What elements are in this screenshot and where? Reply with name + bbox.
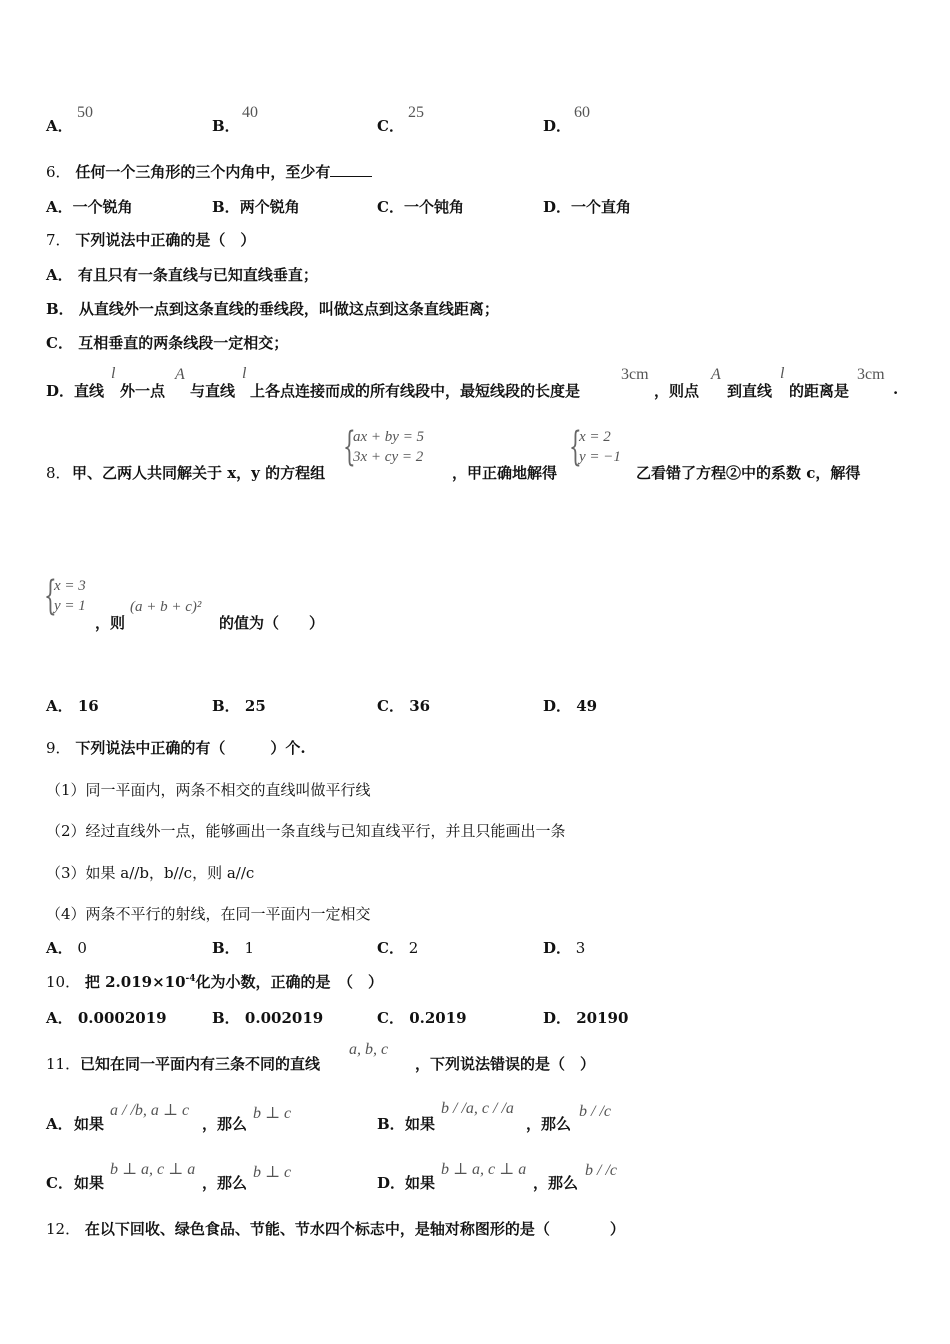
- q10-number: 10．: [46, 973, 81, 991]
- option-text: 0.0002019: [77, 1009, 167, 1027]
- option-text: 一个钝角: [403, 198, 464, 216]
- q8-option-c: [377, 695, 430, 716]
- q6-stem: 任何一个三角形的三个内角中，至少有: [75, 163, 331, 181]
- option-letter: C．: [46, 1174, 73, 1192]
- option-text: 2: [408, 939, 419, 957]
- q12-stem-line: [46, 1218, 625, 1239]
- option-text: 0.2019: [409, 1009, 467, 1027]
- option-letter: C．: [377, 697, 404, 715]
- q10-option-d: [543, 1007, 628, 1028]
- q6-stem-line: [46, 161, 372, 182]
- q10-option-a: [46, 1007, 167, 1028]
- option-then: ，那么: [526, 1115, 572, 1133]
- option-text: 1: [244, 939, 255, 957]
- q6-number: 6．: [46, 163, 71, 181]
- option-text: 36: [409, 697, 431, 715]
- q6-option-a: [46, 196, 133, 217]
- option-letter: D．: [543, 939, 572, 957]
- option-condition: b / /a, c / /a: [441, 1100, 514, 1117]
- option-letter: A．: [46, 939, 73, 957]
- q8-number: 8．: [46, 464, 71, 482]
- option-letter: B．: [212, 697, 240, 715]
- option-text: 20190: [576, 1009, 629, 1027]
- q9-stem-line: [46, 737, 306, 758]
- option-letter: D．: [377, 1174, 406, 1192]
- q10-option-b: [212, 1007, 323, 1028]
- option-letter: A．: [46, 198, 73, 216]
- option-letter: B．: [212, 198, 240, 216]
- option-conclusion: b ⊥ c: [253, 1164, 292, 1181]
- q6-option-b: [212, 196, 300, 217]
- option-letter: A．: [46, 1115, 73, 1133]
- q6-option-d: [543, 196, 631, 217]
- brace-icon: {: [44, 573, 57, 619]
- q7d-var-l-3: l: [780, 365, 785, 382]
- option-text: 一个直角: [571, 198, 632, 216]
- q8-stem-part-5: 的值为（ ）: [219, 614, 325, 632]
- option-text: 0: [77, 939, 87, 957]
- q12-stem: 在以下回收、绿色食品、节能、节水四个标志中，是轴对称图形的是（ ）: [84, 1220, 625, 1238]
- q8-stem-part-1: 甲、乙两人共同解关于 x，y 的方程组: [72, 464, 326, 482]
- option-text: 一个锐角: [72, 198, 133, 216]
- q5-option-c-value: 25: [408, 104, 424, 121]
- q11-number: 11．: [46, 1055, 81, 1073]
- q5-option-c-letter: C．: [377, 117, 404, 135]
- option-letter: A．: [46, 1009, 73, 1027]
- q7-stem-line: [46, 229, 255, 250]
- q7-number: 7．: [46, 231, 71, 249]
- q6-answer-blank: [330, 164, 372, 177]
- solution-x: x = 2: [579, 429, 611, 445]
- q11-stem-part-2: ，下列说法错误的是（ ）: [415, 1055, 596, 1073]
- option-letter: B．: [46, 300, 74, 318]
- option-text: 25: [244, 697, 266, 715]
- equation-2: 3x + cy = 2: [353, 449, 424, 465]
- q5-option-d-value: 60: [574, 104, 590, 121]
- brace-icon: {: [569, 424, 582, 470]
- option-letter: A．: [46, 266, 73, 284]
- option-letter: C．: [46, 334, 73, 352]
- q7d-text-1: 直线: [74, 382, 105, 400]
- q7-option-b: [46, 298, 499, 319]
- option-conclusion: b ⊥ c: [253, 1105, 292, 1122]
- option-text: 16: [77, 697, 99, 715]
- q8-option-a: [46, 695, 99, 716]
- option-prefix: 如果: [74, 1174, 105, 1192]
- q9-option-b: [212, 937, 254, 958]
- q9-number: 9．: [46, 739, 71, 757]
- q7d-text-5: ，则点: [654, 382, 700, 400]
- option-then: ，那么: [202, 1174, 248, 1192]
- option-text: 从直线外一点到这条直线的垂线段，叫做这点到这条直线距离；: [78, 300, 499, 318]
- option-condition: a / /b, a ⊥ c: [110, 1102, 190, 1119]
- q9-statement-2: （2）经过直线外一点，能够画出一条直线与已知直线平行，并且只能画出一条: [46, 822, 566, 840]
- q10-exponent: -4: [185, 974, 196, 984]
- option-letter: D．: [543, 697, 572, 715]
- q7d-text-2: 外一点: [120, 382, 166, 400]
- q10-stem-pre: 把 2.019×10: [84, 973, 186, 991]
- q6-option-c: [377, 196, 464, 217]
- q9-statement-3: （3）如果 a//b，b//c，则 a//c: [46, 864, 255, 882]
- q5-option-a-value: 50: [77, 104, 93, 121]
- option-prefix: 如果: [405, 1115, 436, 1133]
- solution-y: y = 1: [54, 598, 86, 614]
- q5-option-b-letter: B．: [212, 117, 240, 135]
- option-text: 3: [575, 939, 586, 957]
- option-letter: C．: [377, 198, 404, 216]
- q7d-length-1: 3cm: [621, 366, 649, 383]
- q7d-text-6: 到直线: [727, 382, 773, 400]
- brace-icon: {: [343, 424, 356, 470]
- q9-stem: 下列说法中正确的有（ ）个.: [75, 739, 306, 757]
- q9-option-d: [543, 937, 585, 958]
- q9-option-a: [46, 937, 87, 958]
- option-letter: B．: [212, 939, 240, 957]
- q11-variables: a, b, c: [349, 1041, 389, 1058]
- q10-stem-post: 化为小数，正确的是 （ ）: [195, 973, 384, 991]
- option-letter: C．: [377, 939, 404, 957]
- q7-option-a: [46, 264, 318, 285]
- q7d-var-a-2: A: [711, 366, 721, 383]
- q7d-text-8: .: [893, 380, 899, 398]
- q7d-var-a-1: A: [175, 366, 185, 383]
- q7d-var-l-1: l: [111, 365, 116, 382]
- option-then: ，那么: [202, 1115, 248, 1133]
- option-then: ，那么: [533, 1174, 579, 1192]
- option-letter: A．: [46, 697, 73, 715]
- option-condition: b ⊥ a, c ⊥ a: [441, 1161, 527, 1178]
- option-text: 两个锐角: [239, 198, 300, 216]
- q8-solution-yi: [44, 573, 104, 619]
- solution-x: x = 3: [54, 578, 86, 594]
- q8-equation-system: [343, 424, 453, 470]
- q11-stem-part-1: 已知在同一平面内有三条不同的直线: [80, 1055, 321, 1073]
- q8-option-d: [543, 695, 597, 716]
- q7-stem: 下列说法中正确的是（ ）: [75, 231, 256, 249]
- q8-stem-part-4: ，则: [95, 614, 126, 632]
- option-prefix: 如果: [405, 1174, 436, 1192]
- option-letter: D．: [543, 198, 572, 216]
- option-condition: b ⊥ a, c ⊥ a: [110, 1161, 196, 1178]
- option-letter: B．: [377, 1115, 405, 1133]
- q12-number: 12．: [46, 1220, 81, 1238]
- q5-option-a-letter: A．: [46, 117, 73, 135]
- q8-option-b: [212, 695, 266, 716]
- option-conclusion: b / /c: [579, 1103, 611, 1120]
- option-letter: D．: [543, 1009, 572, 1027]
- equation-1: ax + by = 5: [353, 429, 425, 445]
- q10-stem-line: [46, 971, 383, 992]
- q7d-length-2: 3cm: [857, 366, 885, 383]
- q7d-text-7: 的距离是: [789, 382, 850, 400]
- option-letter: C．: [377, 1009, 404, 1027]
- option-letter: D．: [46, 382, 75, 400]
- q8-stem-part-3: 乙看错了方程②中的系数 c，解得: [636, 464, 861, 482]
- q9-option-c: [377, 937, 418, 958]
- option-text: 互相垂直的两条线段一定相交；: [78, 334, 289, 352]
- q10-option-c: [377, 1007, 467, 1028]
- option-text: 0.002019: [244, 1009, 324, 1027]
- option-letter: B．: [212, 1009, 240, 1027]
- solution-y: y = −1: [579, 449, 621, 465]
- q8-solution-jia: [569, 424, 639, 470]
- q9-statement-4: （4）两条不平行的射线，在同一平面内一定相交: [46, 905, 371, 923]
- option-text: 49: [576, 697, 598, 715]
- option-prefix: 如果: [74, 1115, 105, 1133]
- q7-option-c: [46, 332, 288, 353]
- q9-statement-1: （1）同一平面内，两条不相交的直线叫做平行线: [46, 781, 371, 799]
- option-text: 有且只有一条直线与已知直线垂直；: [77, 266, 318, 284]
- q8-expression: (a + b + c)²: [130, 599, 202, 615]
- q8-stem-part-2: ，甲正确地解得: [452, 464, 558, 482]
- q7d-text-4: 上各点连接而成的所有线段中，最短线段的长度是: [250, 382, 581, 400]
- option-conclusion: b / /c: [585, 1162, 617, 1179]
- q7d-text-3: 与直线: [190, 382, 236, 400]
- q5-option-d-letter: D．: [543, 117, 572, 135]
- q7d-var-l-2: l: [242, 365, 247, 382]
- q5-option-b-value: 40: [242, 104, 258, 121]
